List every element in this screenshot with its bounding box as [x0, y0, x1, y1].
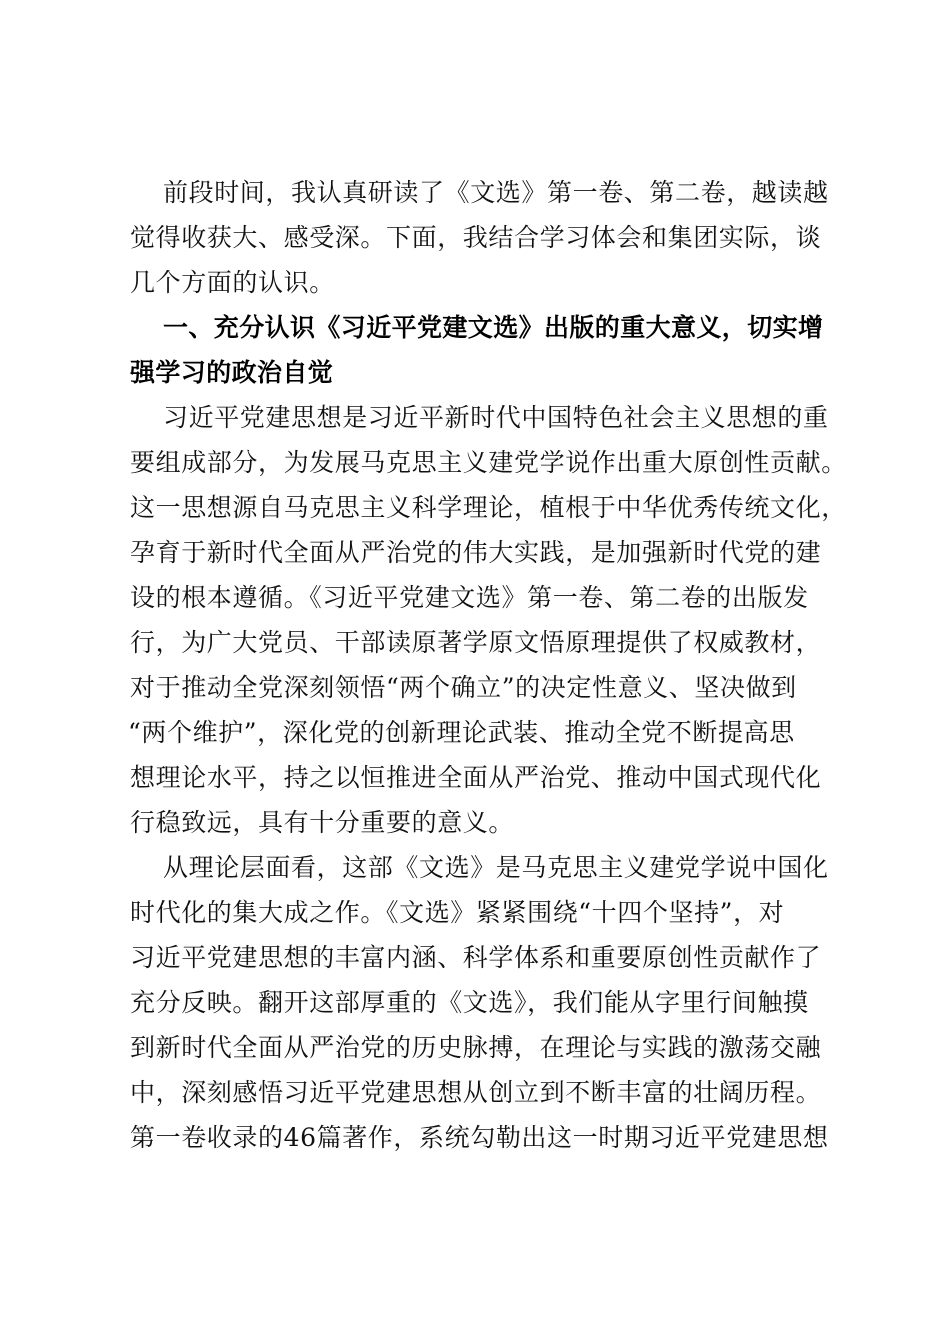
para-2-line-10: 行稳致远，具有十分重要的意义。	[130, 808, 515, 837]
para-3-line-1: 从理论层面看，这部《文选》是马克思主义建党学说中国化	[163, 853, 829, 882]
para-3-line-2: 时代化的集大成之作。《文选》紧紧围绕“十四个坚持”，对	[130, 898, 785, 927]
para-2-line-8: “两个维护”，深化党的创新理论武装、推动全党不断提高思	[128, 718, 795, 747]
section-heading-line-2: 强学习的政治自觉	[130, 358, 334, 387]
para-2-line-7: 对于推动全党深刻领悟“两个确立”的决定性意义、坚决做到	[130, 673, 797, 702]
para-2-line-9: 想理论水平，持之以恒推进全面从严治党、推动中国式现代化	[130, 763, 822, 792]
para-2-line-5: 设的根本遵循。《习近平党建文选》第一卷、第二卷的出版发	[130, 583, 809, 612]
para-3-line-3: 习近平党建思想的丰富内涵、科学体系和重要原创性贡献作了	[130, 943, 822, 972]
para-1-line-1: 前段时间，我认真研读了《文选》第一卷、第二卷，越读越	[163, 178, 829, 207]
para-1-line-3: 几个方面的认识。	[130, 268, 335, 297]
para-3-line-7: 第一卷收录的46篇著作，系统勾勒出这一时期习近平党建思想	[130, 1123, 829, 1152]
para-2-line-3: 这一思想源自马克思主义科学理论，植根于中华优秀传统文化，	[130, 493, 847, 522]
para-3-line-5: 到新时代全面从严治党的历史脉搏，在理论与实践的激荡交融	[130, 1033, 822, 1062]
para-2-line-4: 孕育于新时代全面从严治党的伟大实践，是加强新时代党的建	[130, 538, 822, 567]
para-1-line-2: 觉得收获大、感受深。下面，我结合学习体会和集团实际，谈	[130, 223, 822, 252]
section-heading-line-1: 一、充分认识《习近平党建文选》出版的重大意义，切实增	[163, 313, 824, 342]
para-3-line-6: 中，深刻感悟习近平党建思想从创立到不断丰富的壮阔历程。	[130, 1078, 822, 1107]
para-3-line-4: 充分反映。翻开这部厚重的《文选》，我们能从字里行间触摸	[130, 988, 809, 1017]
para-2-line-2: 要组成部分，为发展马克思主义建党学说作出重大原创性贡献。	[130, 448, 847, 477]
para-2-line-1: 习近平党建思想是习近平新时代中国特色社会主义思想的重	[163, 403, 829, 432]
para-2-line-6: 行，为广大党员、干部读原著学原文悟原理提供了权威教材，	[130, 628, 822, 657]
